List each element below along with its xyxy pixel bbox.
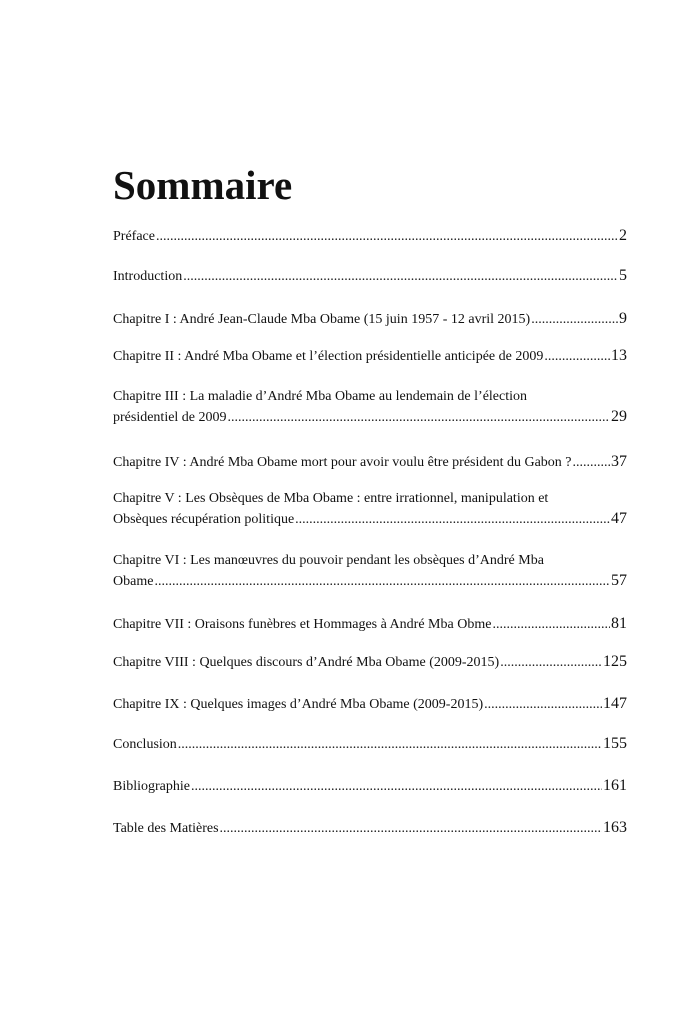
toc-entry-title: Obame — [113, 574, 154, 589]
toc-page-number: 2 — [619, 227, 627, 244]
toc-entry[interactable] — [113, 551, 627, 592]
toc-page-number: 155 — [603, 735, 627, 752]
toc-entry[interactable] — [113, 489, 627, 530]
toc-entry[interactable] — [113, 818, 627, 839]
toc-page-number: 81 — [611, 615, 627, 632]
dot-leader — [573, 453, 610, 473]
toc-page-number: 5 — [619, 267, 627, 284]
dot-leader — [492, 615, 610, 635]
dot-leader — [178, 735, 602, 755]
dot-leader — [295, 510, 610, 530]
dot-leader — [500, 653, 602, 673]
toc-entry-title: Chapitre IX : Quelques images d’André Mba Obame (2009-2015) — [113, 697, 484, 712]
toc-page-number: 125 — [603, 653, 627, 670]
toc-entry-title: présidentiel de 2009 — [113, 410, 227, 425]
toc-entry-title-line: Chapitre V : Les Obsèques de Mba Obame : entre irrationnel, manipulation et — [113, 491, 549, 506]
toc-page-number: 13 — [611, 347, 627, 364]
toc-page-number: 47 — [611, 510, 627, 527]
toc-entry-title: Table des Matières — [113, 821, 219, 836]
toc-entry[interactable] — [113, 734, 627, 755]
toc-entry-title: Chapitre IV : André Mba Obame mort pour avoir voulu être président du Gabon ? — [113, 455, 572, 470]
page-title: Sommaire — [113, 162, 293, 208]
toc-entry-title: Conclusion — [113, 737, 177, 752]
toc-entry-title: Chapitre I : André Jean-Claude Mba Obame (15 juin 1957 - 12 avril 2015) — [113, 312, 531, 327]
toc-page-number: 57 — [611, 572, 627, 589]
toc-entry[interactable] — [113, 346, 627, 367]
toc-entry[interactable] — [113, 266, 627, 287]
toc-page-number: 37 — [611, 453, 627, 470]
toc-entry-title: Préface — [113, 229, 155, 244]
toc-entry-title: Obsèques récupération politique — [113, 512, 295, 527]
dot-leader — [220, 819, 602, 839]
toc-entry-title: Bibliographie — [113, 779, 190, 794]
toc-page-number: 147 — [603, 695, 627, 712]
toc-entry[interactable] — [113, 387, 627, 428]
toc-entry-title-line: Chapitre III : La maladie d’André Mba Obame au lendemain de l’élection — [113, 389, 527, 404]
dot-leader — [183, 267, 618, 287]
dot-leader — [228, 408, 610, 428]
toc-entry[interactable] — [113, 614, 627, 635]
dot-leader — [531, 310, 618, 330]
dot-leader — [154, 572, 610, 592]
toc-entry[interactable] — [113, 652, 627, 673]
dot-leader — [544, 347, 610, 367]
toc-entry[interactable] — [113, 776, 627, 797]
toc-entry[interactable] — [113, 309, 627, 330]
dot-leader — [484, 695, 602, 715]
toc-entry-title: Introduction — [113, 269, 183, 284]
dot-leader — [156, 227, 618, 247]
toc-entry[interactable] — [113, 452, 627, 473]
toc-page-number: 163 — [603, 819, 627, 836]
toc-entry[interactable] — [113, 694, 627, 715]
toc-page-number: 9 — [619, 310, 627, 327]
toc-page-number: 161 — [603, 777, 627, 794]
toc-entry-title: Chapitre VIII : Quelques discours d’André Mba Obame (2009-2015) — [113, 655, 500, 670]
toc-page-number: 29 — [611, 408, 627, 425]
toc-entry-title: Chapitre II : André Mba Obame et l’élection présidentielle anticipée de 2009 — [113, 349, 544, 364]
dot-leader — [191, 777, 602, 797]
toc-entry[interactable] — [113, 226, 627, 247]
toc-entry-title-line: Chapitre VI : Les manœuvres du pouvoir pendant les obsèques d’André Mba — [113, 553, 544, 568]
toc-entry-title: Chapitre VII : Oraisons funèbres et Hommages à André Mba Obme — [113, 617, 492, 632]
